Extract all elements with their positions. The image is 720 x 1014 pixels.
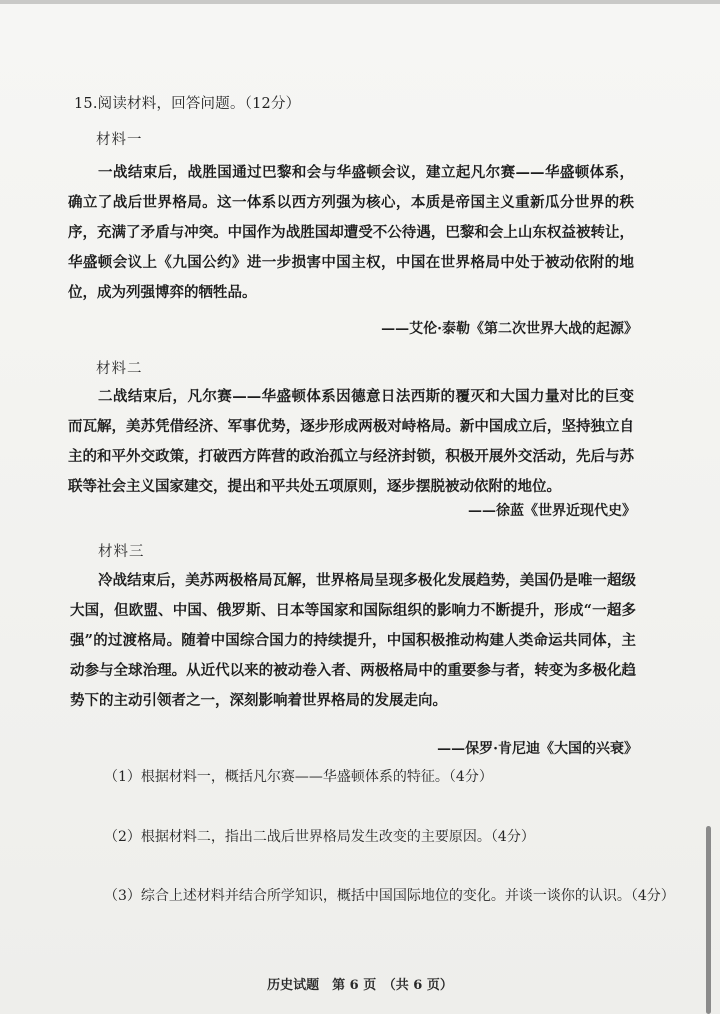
sub-question-3: （3）综合上述材料并结合所学知识，概括中国国际地位的变化。并谈一谈你的认识。（4分）	[104, 888, 675, 904]
material-1-title: 材料一	[96, 132, 143, 148]
material-1-source: ——艾伦·泰勒《第二次世界大战的起源》	[381, 321, 638, 337]
material-3-title: 材料三	[98, 544, 145, 560]
page-footer: 历史试题 第 6 页 （共 6 页）	[267, 978, 453, 993]
material-3-source: ——保罗·肯尼迪《大国的兴衰》	[437, 741, 638, 757]
question-title: 15.阅读材料，回答问题。（12分）	[74, 96, 301, 112]
material-2-source: ——徐蓝《世界近现代史》	[468, 503, 636, 519]
material-2-text: 二战结束后，凡尔赛——华盛顿体系因德意日法西斯的覆灭和大国力量对比的巨变而瓦解，美苏凭借经济、军事优势，逐步形成两极对峙格局。新中国成立后，坚持独立自主的和平外交政策，打破西方阵营的政治孤立与经济封锁，积极开展外交活动，先后与苏联等社会主义国家建交，提出和平共处五项原则，逐步摆脱被动依附的地位。	[68, 388, 634, 495]
scrollbar[interactable]	[706, 826, 711, 1014]
material-2-title: 材料二	[96, 361, 143, 377]
material-3-text: 冷战结束后，美苏两极格局瓦解，世界格局呈现多极化发展趋势，美国仍是唯一超级大国，但欧盟、中国、俄罗斯、日本等国家和国际组织的影响力不断提升，形成“一超多强”的过渡格局。随着中国综合国力的持续提升，中国积极推动构建人类命运共同体，主动参与全球治理。从近代以来的被动卷入者、两极格局中的重要参与者，转变为多极化趋势下的主动引领者之一，深刻影响着世界格局的发展走向。	[70, 572, 636, 709]
sub-question-1: （1）根据材料一，概括凡尔赛——华盛顿体系的特征。（4分）	[104, 769, 493, 785]
sub-question-2: （2）根据材料二，指出二战后世界格局发生改变的主要原因。（4分）	[104, 829, 535, 845]
top-edge	[0, 0, 720, 4]
material-1-text: 一战结束后，战胜国通过巴黎和会与华盛顿会议，建立起凡尔赛——华盛顿体系，确立了战后世界格局。这一体系以西方列强为核心，本质是帝国主义重新瓜分世界的秩序，充满了矛盾与冲突。中国作为战胜国却遭受不公待遇，巴黎和会上山东权益被转让，华盛顿会议上《九国公约》进一步损害中国主权，中国在世界格局中处于被动依附的地位，成为列强博弈的牺牲品。	[68, 164, 634, 301]
